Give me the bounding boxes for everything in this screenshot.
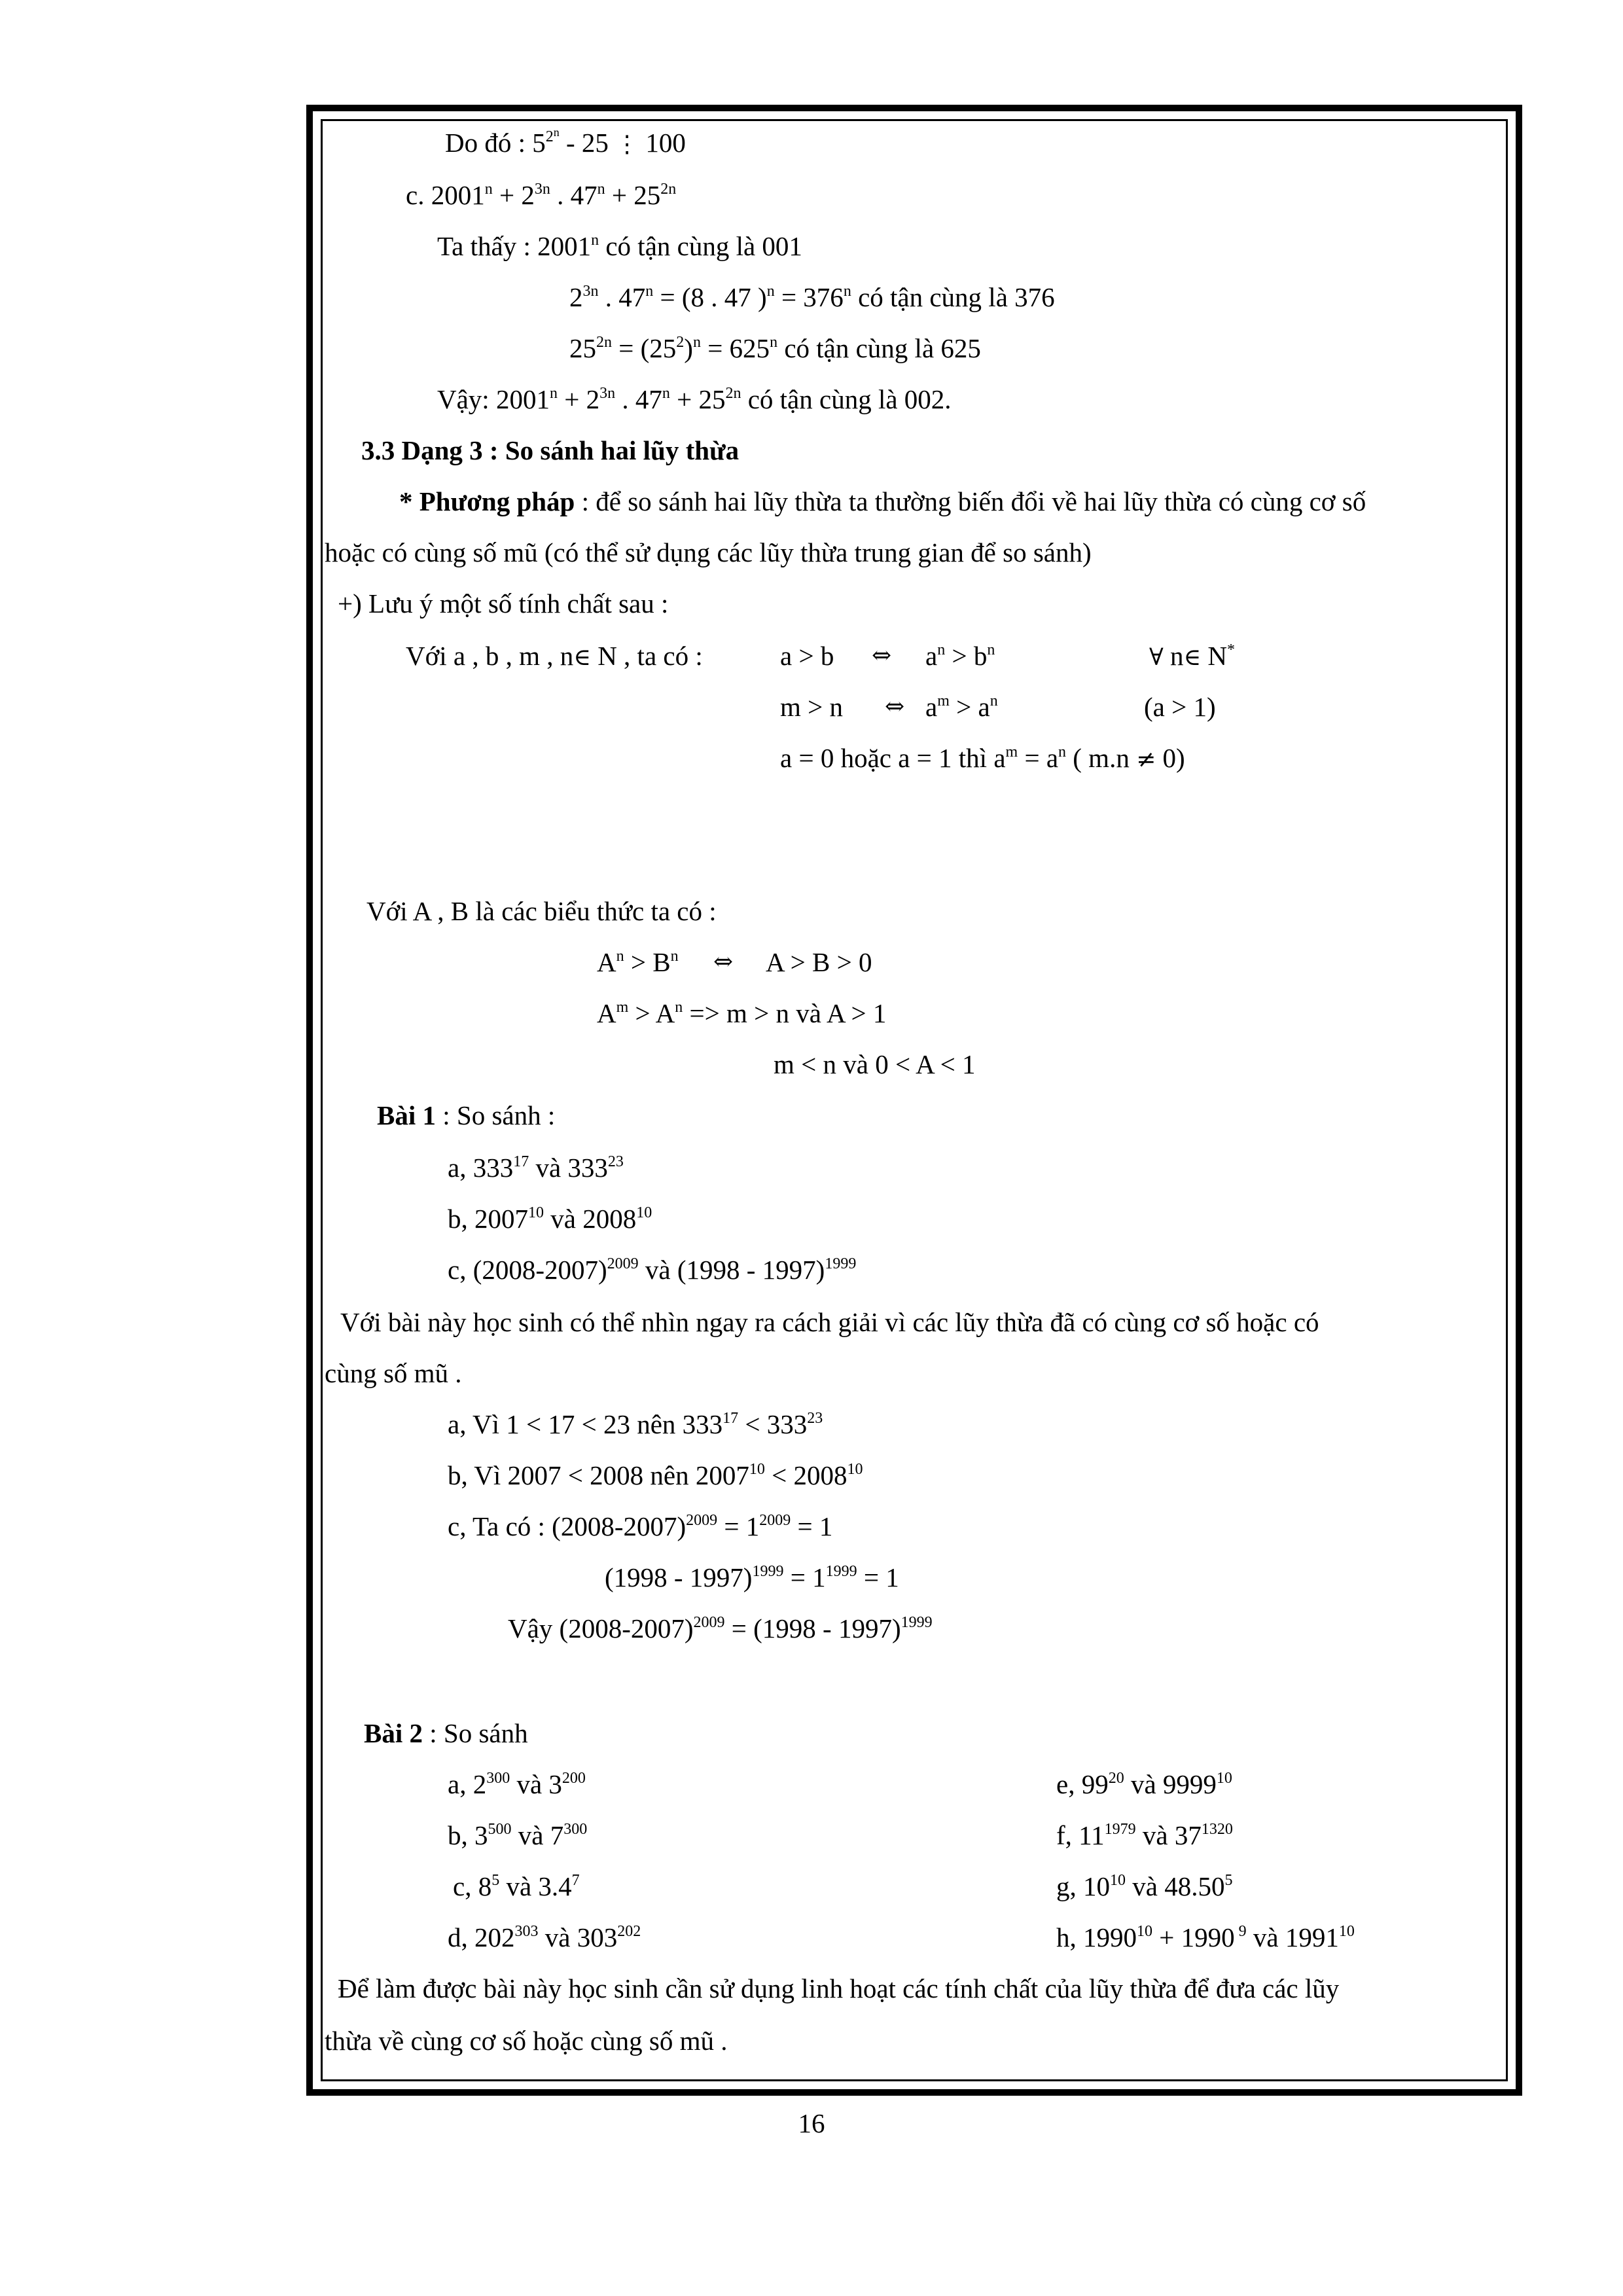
line-vay-002: Vậy: $2001^n + 2^{3n}$ . $47^n + 25^{2n}$ có tận cùng là 002. <box>437 384 952 414</box>
exercise-2-b: b, $3^{500}$ và $7^{300}$ <box>448 1820 588 1850</box>
explanation-line-1: Với bài này học sinh có thể nhìn ngay ra cách giải vì các lũy thừa đã có cùng cơ số hoặc có <box>340 1307 1319 1337</box>
iff-symbol-3: ⇔ <box>713 948 734 975</box>
line-376: $2^{3n}$ . $47^n = (8$ . 47 )$^n = 376^n$ có tận cùng là 376 <box>569 282 1055 312</box>
with-ab-line: Với A , B là các biểu thức ta có : <box>366 896 717 926</box>
line-do-do: Do đó : $5^{2^n} - 25$ ⋮ 100 <box>445 126 686 158</box>
exercise-1-title: Bài 1 : So sánh : <box>377 1100 556 1130</box>
ab-rule-1: $A^n > B^n$ <box>597 947 679 977</box>
property-1-cond: a > b <box>780 641 834 671</box>
property-1: Với a , b , m , n∈ N , ta có : <box>406 641 703 671</box>
line-part-c: c. $2001^n + 2^{3n}$ . $47^n + 25^{2n}$ <box>406 180 677 210</box>
exercise-1-a: a, $333^{17}$ và $333^{23}$ <box>448 1153 624 1183</box>
exercise-2-d: d, $202^{303}$ và $303^{202}$ <box>448 1922 641 1952</box>
solution-1-b: b, Vì 2007 < 2008 nên $2007^{10} < 2008^{10}$ <box>448 1460 863 1490</box>
method-line-2: hoặc có cùng số mũ (có thể sử dụng các lũy thừa trung gian để so sánh) <box>325 537 1092 567</box>
property-1-quant: ∀ n∈ N* <box>1149 641 1235 671</box>
line-625: $25^{2n} = (25^2)^n = 625^n$ có tận cùng là 625 <box>569 333 981 363</box>
exercise-2-f: f, $11^{1979}$ và $37^{1320}$ <box>1056 1820 1233 1850</box>
property-2-rel: $a^m > a^n$ <box>925 692 998 722</box>
ab-rule-3: m < n và 0 < A < 1 <box>774 1049 976 1079</box>
property-1-rel: $a^n > b^n$ <box>925 641 995 671</box>
section-heading: 3.3 Dạng 3 : So sánh hai lũy thừa <box>361 435 740 465</box>
solution-1-c: c, Ta có : $(2008-2007)^{2009} = 1^{2009} = 1$ <box>448 1511 833 1541</box>
solution-1-a: a, Vì 1 < 17 < 23 nên $333^{17} < 333^{23}$ <box>448 1409 823 1439</box>
page-number: 16 <box>798 2108 825 2138</box>
ab-rule-1-result: A > B > 0 <box>766 947 872 977</box>
property-2-cond: m > n <box>780 692 844 722</box>
exercise-2-a: a, $2^{300}$ và $3^{200}$ <box>448 1769 586 1799</box>
solution-1-d: $(1998 - 1997)^{1999} = 1^{1999} = 1$ <box>605 1562 899 1592</box>
solution-1-conclusion: Vậy (2008-2007)$^{2009}$ = (1998 - 1997)$^{1999}$ <box>508 1613 933 1643</box>
note-line: +) Lưu ý một số tính chất sau : <box>338 588 669 619</box>
exercise-2-c: c, $8^5$ và $3.4^7$ <box>453 1871 580 1901</box>
property-2-note: (a > 1) <box>1144 692 1216 722</box>
property-3: a = 0 hoặc a = 1 thì $a^m = a^n$ ( m.n ≠ 0) <box>780 743 1185 773</box>
line-ta-thay: Ta thấy : 2001$^n$ có tận cùng là 001 <box>437 231 802 261</box>
exercise-1-b: b, 2007$^{10}$ và 2008$^{10}$ <box>448 1204 652 1234</box>
final-line-1: Để làm được bài này học sinh cần sử dụng linh hoạt các tính chất của lũy thừa để đưa các lũy <box>338 1973 1340 2003</box>
explanation-line-2: cùng số mũ . <box>325 1358 462 1388</box>
ab-rule-2: $A^m > A^n => m > n$ và A > 1 <box>597 998 887 1028</box>
exercise-2-h: h, $1990^{10} + 1990$ $^9$ và 1991$^{10}$ <box>1056 1922 1355 1952</box>
method-line-1: * Phương pháp : để so sánh hai lũy thừa ta thường biến đổi về hai lũy thừa có cùng cơ số <box>399 486 1366 516</box>
exercise-2-g: g, $10^{10}$ và 48.50$^5$ <box>1056 1871 1233 1901</box>
exercise-1-c: c, (2008-2007)$^{2009}$ và (1998 - 1997)$^{1999}$ <box>448 1255 857 1285</box>
final-line-2: thừa về cùng cơ số hoặc cùng số mũ . <box>325 2026 728 2056</box>
exercise-2-title: Bài 2 : So sánh <box>364 1718 528 1748</box>
exercise-2-e: e, $99^{20}$ và 9999$^{10}$ <box>1056 1769 1232 1799</box>
iff-symbol-2: ⇔ <box>885 693 905 720</box>
iff-symbol: ⇔ <box>872 642 892 669</box>
